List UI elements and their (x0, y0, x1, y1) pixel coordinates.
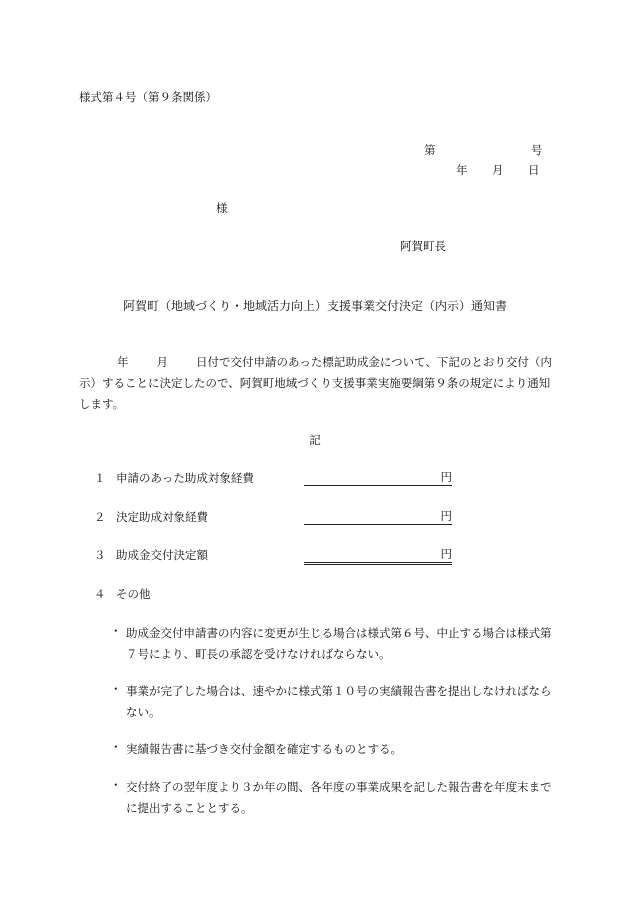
list-item (110, 623, 560, 665)
sender-name: 阿賀町長 (400, 239, 446, 253)
date-day: 日 (528, 163, 540, 177)
bullet-text: 交付終了の翌年度より３か年の間、各年度の事業成果を記した報告書を年度末までに提出することとする。 (126, 780, 552, 815)
decided-cost-amount-line (304, 508, 452, 525)
bullet-text: 助成金交付申請書の内容に変更が生じる場合は様式第６号、中止する場合は様式第７号により、町長の承認を受けなければならない。 (126, 626, 552, 661)
document-title: 阿賀町（地域づくり・地域活力向上）支援事業交付決定（内示）通知書 (122, 299, 507, 313)
bullet-mark: ・ (110, 624, 122, 638)
item-label: 助成金交付決定額 (116, 548, 208, 562)
grant-amount-line (304, 546, 452, 565)
bullet-mark: ・ (110, 778, 122, 792)
item-applied-cost (94, 470, 254, 486)
body-paragraph (79, 352, 559, 415)
item-label: その他 (116, 587, 151, 601)
item-label: 申請のあった助成対象経費 (116, 471, 254, 485)
item-grant-amount (94, 547, 208, 563)
bullet-text: 実績報告書に基づき交付金額を確定するものとする。 (126, 742, 402, 756)
issue-number-prefix: 第 (424, 143, 436, 157)
body-month: 月 (156, 355, 168, 369)
ki-heading: 記 (309, 433, 321, 447)
body-year: 年 (117, 355, 129, 369)
yen-unit: 円 (440, 509, 452, 523)
yen-unit: 円 (440, 547, 452, 561)
applied-cost-amount-line (304, 469, 452, 486)
item-decided-cost (94, 509, 208, 525)
body-text: 日付で交付申請のあった標記助成金について、下記のとおり交付（内示）することに決定したので、阿賀町地域づくり支援事業実施要綱第９条の規定により通知します。 (79, 355, 552, 411)
date-month: 月 (492, 163, 504, 177)
list-item (110, 777, 560, 819)
item-number: ２ (94, 510, 106, 524)
item-number: １ (94, 471, 106, 485)
list-item (110, 739, 560, 760)
item-number: ３ (94, 548, 106, 562)
date-year: 年 (456, 163, 468, 177)
bullet-mark: ・ (110, 682, 122, 696)
yen-unit: 円 (440, 470, 452, 484)
bullet-text: 事業が完了した場合は、速やかに様式第１０号の実績報告書を提出しなければならない。 (126, 684, 552, 719)
item-other (94, 586, 151, 602)
form-number: 様式第４号（第９条関係） (79, 90, 217, 104)
issue-number-suffix: 号 (531, 143, 543, 157)
recipient-honorific: 様 (216, 201, 228, 215)
list-item (110, 681, 560, 723)
item-number: ４ (94, 587, 106, 601)
bullet-mark: ・ (110, 740, 122, 754)
item-label: 決定助成対象経費 (116, 510, 208, 524)
issue-date (456, 162, 540, 178)
